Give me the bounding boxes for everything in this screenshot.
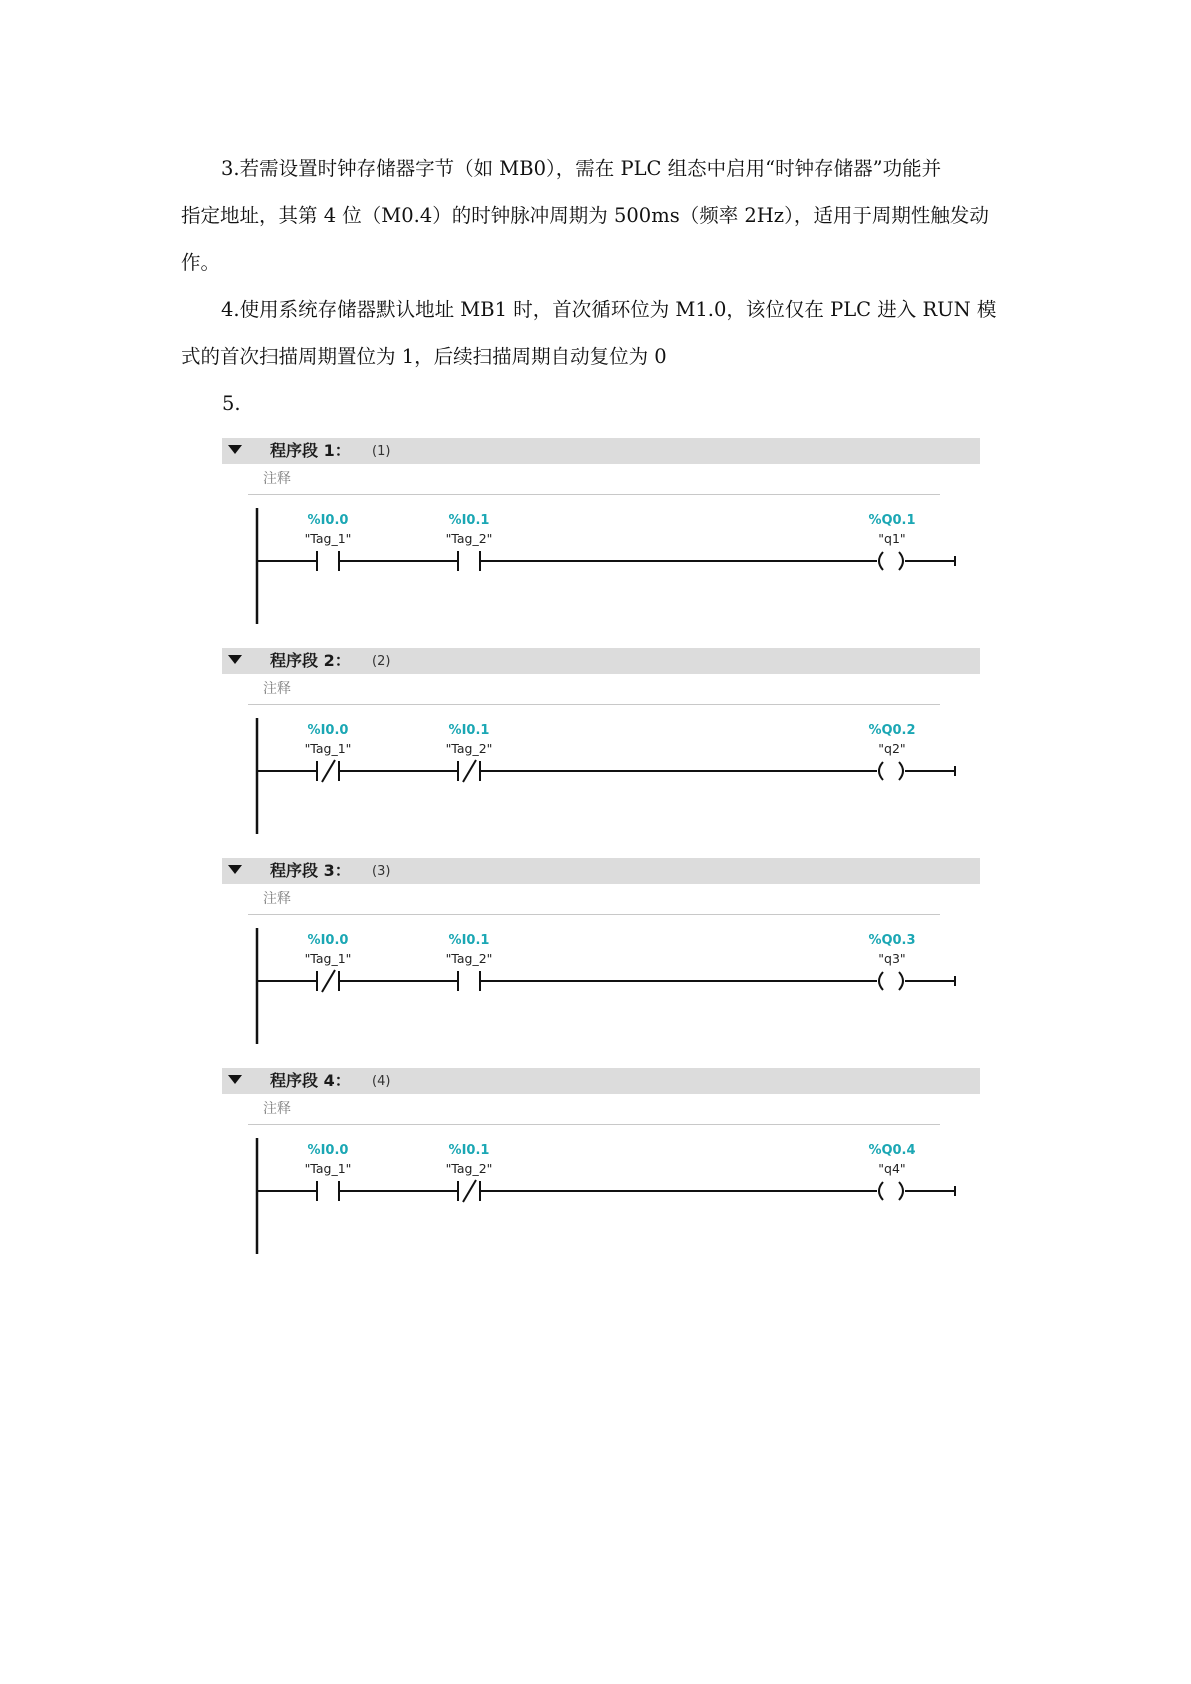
segment-title: 程序段 2： bbox=[270, 651, 351, 670]
coil-address: %Q0.2 bbox=[868, 723, 916, 738]
output-coil[interactable] bbox=[879, 1182, 903, 1200]
paragraph-4 bbox=[181, 286, 1021, 380]
normally-closed-contact-1[interactable] bbox=[317, 970, 339, 992]
coil-tag: "q1" bbox=[878, 531, 906, 546]
segment-title: 程序段 4： bbox=[270, 1071, 351, 1090]
paragraph-5-number: 5. bbox=[222, 392, 241, 415]
segment-comment-label: 注释 bbox=[263, 891, 291, 907]
output-coil[interactable] bbox=[879, 762, 903, 780]
coil-address: %Q0.4 bbox=[868, 1143, 916, 1158]
segment-subtitle: (1) bbox=[372, 444, 391, 459]
ladder-network bbox=[222, 508, 980, 633]
collapse-triangle-icon[interactable] bbox=[228, 1075, 242, 1084]
coil-tag: "q4" bbox=[878, 1161, 906, 1176]
contact-2-tag: "Tag_2" bbox=[445, 951, 493, 966]
ladder-network bbox=[222, 928, 980, 1053]
coil-address: %Q0.1 bbox=[868, 513, 916, 528]
segment-comment-label: 注释 bbox=[263, 681, 291, 697]
segment-title: 程序段 1： bbox=[270, 441, 351, 460]
segment-comment-label: 注释 bbox=[263, 471, 291, 487]
coil-tag: "q3" bbox=[878, 951, 906, 966]
program-segment-3 bbox=[222, 858, 980, 1058]
coil-tag: "q2" bbox=[878, 741, 906, 756]
contact-2-address: %I0.1 bbox=[448, 723, 490, 738]
contact-1-tag: "Tag_1" bbox=[304, 951, 352, 966]
segment-subtitle: (4) bbox=[372, 1074, 391, 1089]
output-coil[interactable] bbox=[879, 972, 903, 990]
coil-address: %Q0.3 bbox=[868, 933, 916, 948]
segment-comment-field[interactable] bbox=[248, 465, 940, 495]
contact-2-address: %I0.1 bbox=[448, 933, 490, 948]
segment-comment-field[interactable] bbox=[248, 675, 940, 705]
normally-closed-contact-1[interactable] bbox=[317, 760, 339, 782]
normally-closed-contact-2[interactable] bbox=[458, 1180, 480, 1202]
collapse-triangle-icon[interactable] bbox=[228, 445, 242, 454]
contact-1-address: %I0.0 bbox=[307, 723, 349, 738]
paragraph-4-line-1: 4.使用系统存储器默认地址 MB1 时，首次循环位为 M1.0，该位仅在 PLC 进入 RUN 模 bbox=[221, 298, 997, 321]
contact-2-tag: "Tag_2" bbox=[445, 531, 493, 546]
paragraph-3-line-3: 作。 bbox=[181, 251, 221, 274]
contact-1-tag: "Tag_1" bbox=[304, 1161, 352, 1176]
segment-comment-field[interactable] bbox=[248, 1095, 940, 1125]
paragraph-4-line-2: 式的首次扫描周期置位为 1，后续扫描周期自动复位为 0 bbox=[181, 345, 667, 368]
contact-2-tag: "Tag_2" bbox=[445, 741, 493, 756]
segment-title: 程序段 3： bbox=[270, 861, 351, 880]
segment-subtitle: (2) bbox=[372, 654, 391, 669]
program-segment-1 bbox=[222, 438, 980, 638]
normally-open-contact-1[interactable] bbox=[317, 551, 339, 571]
collapse-triangle-icon[interactable] bbox=[228, 655, 242, 664]
segment-header[interactable] bbox=[222, 438, 980, 464]
ladder-network bbox=[222, 718, 980, 843]
normally-open-contact-2[interactable] bbox=[458, 551, 480, 571]
contact-2-address: %I0.1 bbox=[448, 1143, 490, 1158]
ladder-network bbox=[222, 1138, 980, 1263]
program-segment-4 bbox=[222, 1068, 980, 1268]
contact-2-tag: "Tag_2" bbox=[445, 1161, 493, 1176]
contact-1-tag: "Tag_1" bbox=[304, 741, 352, 756]
contact-1-address: %I0.0 bbox=[307, 933, 349, 948]
contact-1-tag: "Tag_1" bbox=[304, 531, 352, 546]
normally-open-contact-1[interactable] bbox=[317, 1181, 339, 1201]
contact-2-address: %I0.1 bbox=[448, 513, 490, 528]
paragraph-3 bbox=[181, 145, 1021, 286]
paragraph-3-line-2: 指定地址，其第 4 位（M0.4）的时钟脉冲周期为 500ms（频率 2Hz），适用于周期性触发动 bbox=[181, 204, 989, 227]
segment-header[interactable] bbox=[222, 1068, 980, 1094]
normally-open-contact-2[interactable] bbox=[458, 971, 480, 991]
normally-closed-contact-2[interactable] bbox=[458, 760, 480, 782]
contact-1-address: %I0.0 bbox=[307, 1143, 349, 1158]
output-coil[interactable] bbox=[879, 552, 903, 570]
segment-comment-field[interactable] bbox=[248, 885, 940, 915]
paragraph-3-line-1: 3.若需设置时钟存储器字节（如 MB0），需在 PLC 组态中启用“时钟存储器”功能并 bbox=[221, 157, 942, 180]
segment-header[interactable] bbox=[222, 858, 980, 884]
segment-comment-label: 注释 bbox=[263, 1101, 291, 1117]
segment-header[interactable] bbox=[222, 648, 980, 674]
program-segment-2 bbox=[222, 648, 980, 848]
segment-subtitle: (3) bbox=[372, 864, 391, 879]
collapse-triangle-icon[interactable] bbox=[228, 865, 242, 874]
contact-1-address: %I0.0 bbox=[307, 513, 349, 528]
